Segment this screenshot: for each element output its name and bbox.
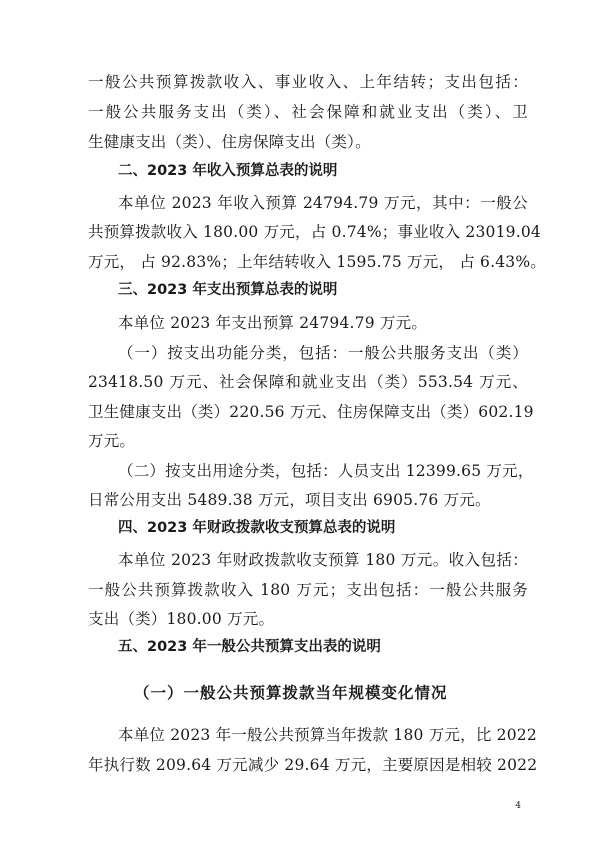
paragraph-line: 本单位 2023 年一般公共预算当年拨款 180 万元，比 2022 bbox=[118, 726, 537, 744]
paragraph-line: 万元。 bbox=[88, 432, 136, 450]
paragraph-line: （二）按支出用途分类，包括：人员支出 12399.65 万元， bbox=[118, 462, 534, 480]
paragraph-line: 本单位 2023 年财政拨款收支预算 180 万元。收入包括： bbox=[118, 551, 528, 569]
paragraph-line: 年执行数 209.64 万元减少 29.64 万元，主要原因是相较 2022 bbox=[88, 756, 538, 774]
paragraph-line: 23418.50 万元、社会保障和就业支出（类）553.54 万元、 bbox=[88, 373, 528, 391]
page-number: 4 bbox=[515, 801, 521, 811]
paragraph-line: 共预算拨款收入 180.00 万元，占 0.74%；事业收入 23019.04 bbox=[88, 223, 541, 241]
paragraph-line: 一般公共预算拨款收入 180 万元；支出包括：一般公共服务 bbox=[88, 581, 528, 599]
section-heading-4: 四、2023 年财政拨款收支预算总表的说明 bbox=[118, 520, 396, 536]
paragraph-line: 支出（类）180.00 万元。 bbox=[88, 610, 275, 628]
subsection-heading: （一）一般公共预算拨款当年规模变化情况 bbox=[134, 684, 448, 702]
section-heading-5: 五、2023 年一般公共预算支出表的说明 bbox=[118, 639, 381, 655]
paragraph-line: （一）按支出功能分类，包括：一般公共服务支出（类） bbox=[118, 344, 528, 362]
paragraph-line: 卫生健康支出（类）220.56 万元、住房保障支出（类）602.19 bbox=[88, 403, 534, 421]
section-heading-3: 三、2023 年支出预算总表的说明 bbox=[118, 282, 338, 298]
paragraph-line: 一般公共预算拨款收入、事业收入、上年结转；支出包括： bbox=[88, 73, 528, 91]
paragraph-line: 本单位 2023 年收入预算 24794.79 万元，其中：一般公 bbox=[118, 194, 528, 212]
paragraph-line: 一般公共服务支出（类）、社会保障和就业支出（类）、卫 bbox=[88, 103, 528, 121]
paragraph-line: 万元， 占 92.83%；上年结转收入 1595.75 万元， 占 6.43%。 bbox=[88, 253, 547, 271]
paragraph-line: 日常公用支出 5489.38 万元，项目支出 6905.76 万元。 bbox=[88, 491, 491, 509]
paragraph-line: 本单位 2023 年支出预算 24794.79 万元。 bbox=[118, 314, 428, 332]
section-heading-2: 二、2023 年收入预算总表的说明 bbox=[118, 163, 338, 179]
paragraph-line: 生健康支出（类）、住房保障支出（类）。 bbox=[88, 133, 371, 151]
